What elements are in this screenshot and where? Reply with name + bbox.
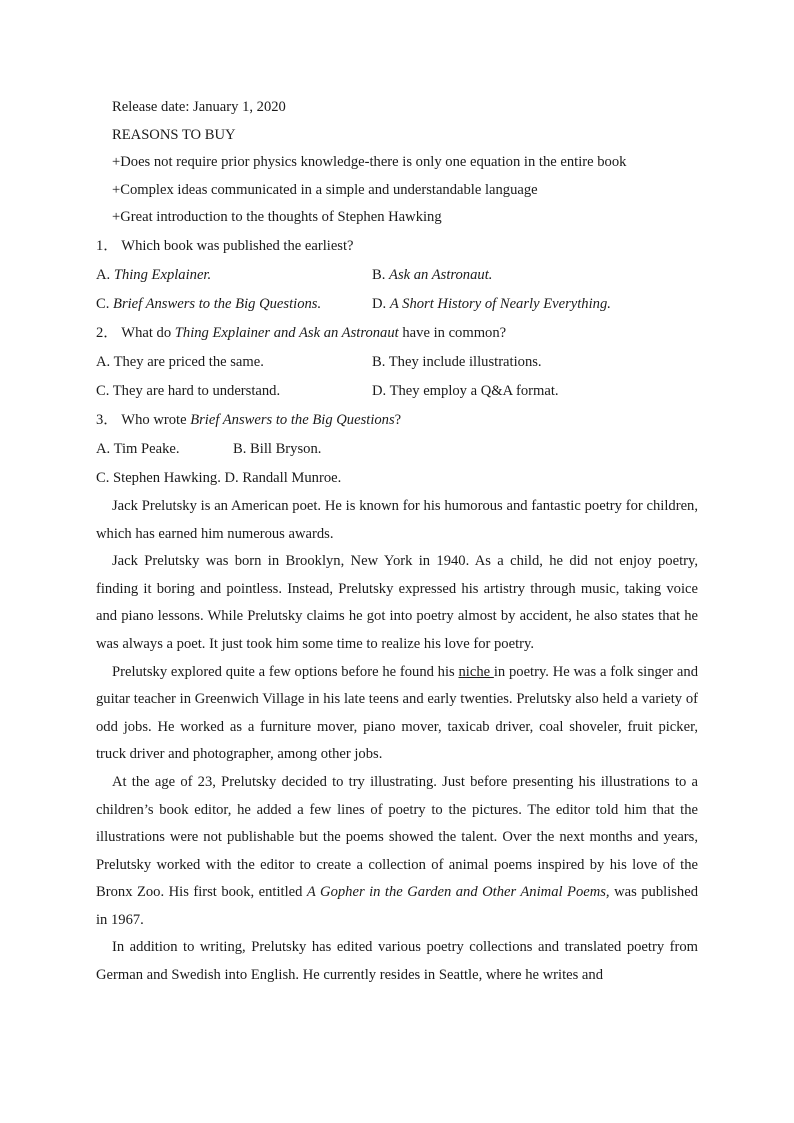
passage-paragraph-2: Jack Prelutsky was born in Brooklyn, New York in 1940. As a child, he did not enjoy poetry, finding it boring and pointless. Instead, Prelutsky expressed his artistry through music, taking voice and piano lessons. While Prelutsky claims he got into poetry almost by accident, he also states that he was always a poet. It just took him some time to realize his love for poetry. xyxy=(96,553,698,652)
document-content xyxy=(96,94,698,990)
passage-paragraph-1: Jack Prelutsky is an American poet. He is known for his humorous and fantastic poetry for children, which has earned him numerous awards. xyxy=(96,497,698,542)
option-c: C. Brief Answers to the Big Questions. xyxy=(96,295,322,312)
question-2: 2． What do Thing Explainer and Ask an Astronaut have in common? xyxy=(96,324,507,341)
option-a: A. They are priced the same. xyxy=(96,353,264,370)
passage-paragraph-5: In addition to writing, Prelutsky has edited various poetry collections and translated poetry from German and Swedish into English. He currently resides in Seattle, where he writes and xyxy=(96,939,698,984)
reasons-heading: REASONS TO BUY xyxy=(112,126,236,143)
question-1-options-row-1 xyxy=(96,261,698,290)
option-b: B. They include illustrations. xyxy=(372,353,542,370)
question-3-options-row-2 xyxy=(96,464,698,493)
option-a: A. Tim Peake. xyxy=(96,440,180,457)
option-d: D. A Short History of Nearly Everything. xyxy=(372,295,611,312)
option-c: C. They are hard to understand. xyxy=(96,382,281,399)
question-number: 1． xyxy=(96,237,118,254)
option-b: B. Bill Bryson. xyxy=(233,440,322,457)
option-b: B. Ask an Astronaut. xyxy=(372,266,493,283)
passage-paragraph-4: At the age of 23, Prelutsky decided to try illustrating. Just before presenting his illustrations to a children’s book editor, he added a few lines of poetry to the pictures. The editor told him that the illustrations were not publishable but the poems showed the talent. Over the next months and years, Prelutsky worked with the editor to create a collection of animal poems inspired by his love of the Bronx Zoo. His first book, entitled A Gopher in the Garden and Other Animal Poems, was published in 1967. xyxy=(96,773,698,928)
passage-paragraph-3: Prelutsky explored quite a few options before he found his niche in poetry. He was a folk singer and guitar teacher in Greenwich Village in his late teens and early twenties. Prelutsky also held a variety of odd jobs. He worked as a furniture mover, piano mover, taxicab driver, coal shoveler, fruit picker, truck driver and photographer, among other jobs. xyxy=(96,663,698,763)
option-d: D. They employ a Q&A format. xyxy=(372,382,559,399)
release-date: Release date: January 1, 2020 xyxy=(112,99,286,115)
question-3-options-row-1 xyxy=(96,435,698,464)
reason-item: +Does not require prior physics knowledge-there is only one equation in the entire book xyxy=(112,154,627,171)
question-2-options-row-2 xyxy=(96,377,698,406)
question-text: Which book was published the earliest? xyxy=(121,237,354,254)
question-number: 3． xyxy=(96,411,118,428)
question-1 xyxy=(96,232,698,261)
question-3: 3． Who wrote Brief Answers to the Big Questions? xyxy=(96,411,402,428)
underlined-word: niche xyxy=(458,663,494,680)
question-2-options-row-1 xyxy=(96,348,698,377)
reason-item: +Complex ideas communicated in a simple and understandable language xyxy=(112,181,538,198)
question-number: 2． xyxy=(96,324,118,341)
reason-item: +Great introduction to the thoughts of Stephen Hawking xyxy=(112,209,442,226)
question-1-options-row-2 xyxy=(96,290,698,319)
option-c: C. Stephen Hawking. D. Randall Munroe. xyxy=(96,469,342,486)
option-a: A. Thing Explainer. xyxy=(96,266,212,283)
